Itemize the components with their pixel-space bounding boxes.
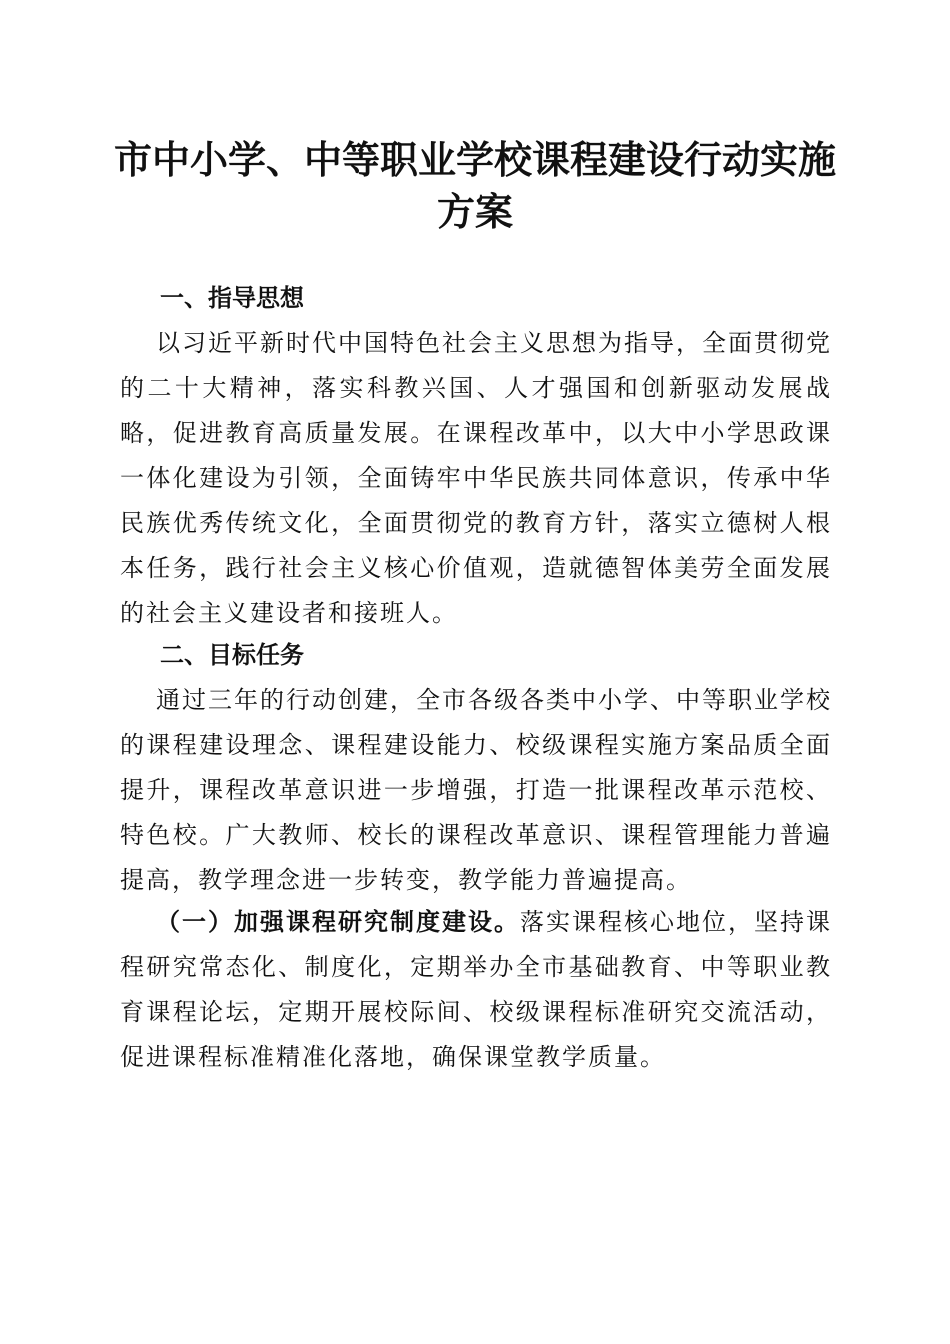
section-heading-goals-tasks: 二、目标任务 [160, 641, 304, 669]
section-paragraph-guiding-ideology: 以习近平新时代中国特色社会主义思想为指导，全面贯彻党的二十大精神，落实科教兴国、人才强国和创新驱动发展战略，促进教育高质量发展。在课程改革中，以大中小学思政课一体化建设为引领，全面铸牢中华民族共同体意识，传承中华民族优秀传统文化，全面贯彻党的教育方针，落实立德树人根本任务，践行社会主义核心价值观，造就德智体美劳全面发展的社会主义建设者和接班人。 [120, 329, 832, 627]
subsection-lead: （一）加强课程研究制度建设。 [156, 908, 520, 936]
document-title: 市中小学、中等职业学校课程建设行动实施方案 [113, 137, 836, 234]
section-paragraph-goals-tasks: 通过三年的行动创建，全市各级各类中小学、中等职业学校的课程建设理念、课程建设能力、校级课程实施方案品质全面提升，课程改革意识进一步增强，打造一批课程改革示范校、特色校。广大教师、校长的课程改革意识、课程管理能力普遍提高，教学理念进一步转变，教学能力普遍提高。 [120, 686, 832, 894]
section-heading-guiding-ideology: 一、指导思想 [160, 284, 304, 312]
subsection-text: 落实课程核心地位，坚持课程研究常态化、制度化，定期举办全市基础教育、中等职业教育课程论坛，定期开展校际间、校级课程标准研究交流活动，促进课程标准精准化落地，确保课堂教学质量。 [120, 908, 832, 1071]
subsection-paragraph-course-research [120, 900, 832, 1080]
